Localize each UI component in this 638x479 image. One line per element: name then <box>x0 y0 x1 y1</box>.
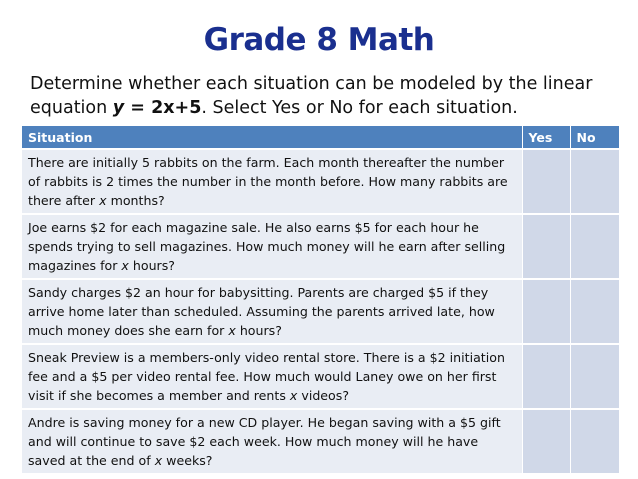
situation-cell <box>22 149 522 214</box>
situation-cell <box>22 409 522 473</box>
yes-answer-cell[interactable] <box>522 214 570 279</box>
header-no: No <box>570 126 619 149</box>
situation-text: Sneak Preview is a members-only video rental store. There is a $2 initiation fee and a $5 per video rental fee. How much would Laney owe on her first visit if she becomes a member and rents <box>28 350 505 403</box>
variable-x: x <box>289 388 298 403</box>
situation-cell <box>22 344 522 409</box>
table-row <box>22 409 619 473</box>
variable-x: x <box>154 453 163 468</box>
yes-answer-cell[interactable] <box>522 344 570 409</box>
situation-text-end: hours? <box>235 323 282 338</box>
header-yes: Yes <box>522 126 570 149</box>
situation-text-end: hours? <box>128 258 175 273</box>
situation-text: Joe earns $2 for each magazine sale. He also earns $5 for each hour he spends trying to sell magazines. How much money will he earn after selling magazines for <box>28 220 506 273</box>
table-header-row <box>22 126 619 149</box>
variable-x: x <box>228 323 236 338</box>
equation-rhs: 2x+5 <box>151 98 202 118</box>
situation-cell <box>22 279 522 344</box>
no-answer-cell[interactable] <box>570 214 619 279</box>
table-row <box>22 279 619 344</box>
equation-equals: = <box>124 98 152 118</box>
instructions-part1: Determine whether each situation can be modeled by the linear equation <box>30 74 593 118</box>
situation-text-end: months? <box>106 193 165 208</box>
situation-cell <box>22 214 522 279</box>
situation-text: Sandy charges $2 an hour for babysitting. Parents are charged $5 if they arrive home later than scheduled. Assuming the parents arrived late, how much money does she earn for <box>28 285 495 338</box>
table-row <box>22 149 619 214</box>
instructions-part2: . Select Yes or No for each situation. <box>201 98 518 118</box>
equation-y: y <box>112 98 125 118</box>
situation-text-end: videos? <box>297 388 350 403</box>
table-row <box>22 344 619 409</box>
yes-answer-cell[interactable] <box>522 149 570 214</box>
yes-answer-cell[interactable] <box>522 409 570 473</box>
no-answer-cell[interactable] <box>570 344 619 409</box>
no-answer-cell[interactable] <box>570 409 619 473</box>
page-title: Grade 8 Math <box>203 22 435 58</box>
header-situation: Situation <box>22 126 522 149</box>
no-answer-cell[interactable] <box>570 149 619 214</box>
yes-answer-cell[interactable] <box>522 279 570 344</box>
situation-text-end: weeks? <box>162 453 213 468</box>
table-row <box>22 214 619 279</box>
instructions-text <box>30 72 620 120</box>
variable-x: x <box>99 193 107 208</box>
situations-table <box>22 126 619 473</box>
no-answer-cell[interactable] <box>570 279 619 344</box>
situation-text: Andre is saving money for a new CD player. He began saving with a $5 gift and will continue to save $2 each week. How much money will he have saved at the end of <box>28 415 501 468</box>
situation-text: There are initially 5 rabbits on the farm. Each month thereafter the number of rabbits is 2 times the number in the month before. How many rabbits are there after <box>28 155 508 208</box>
variable-x: x <box>121 258 129 273</box>
